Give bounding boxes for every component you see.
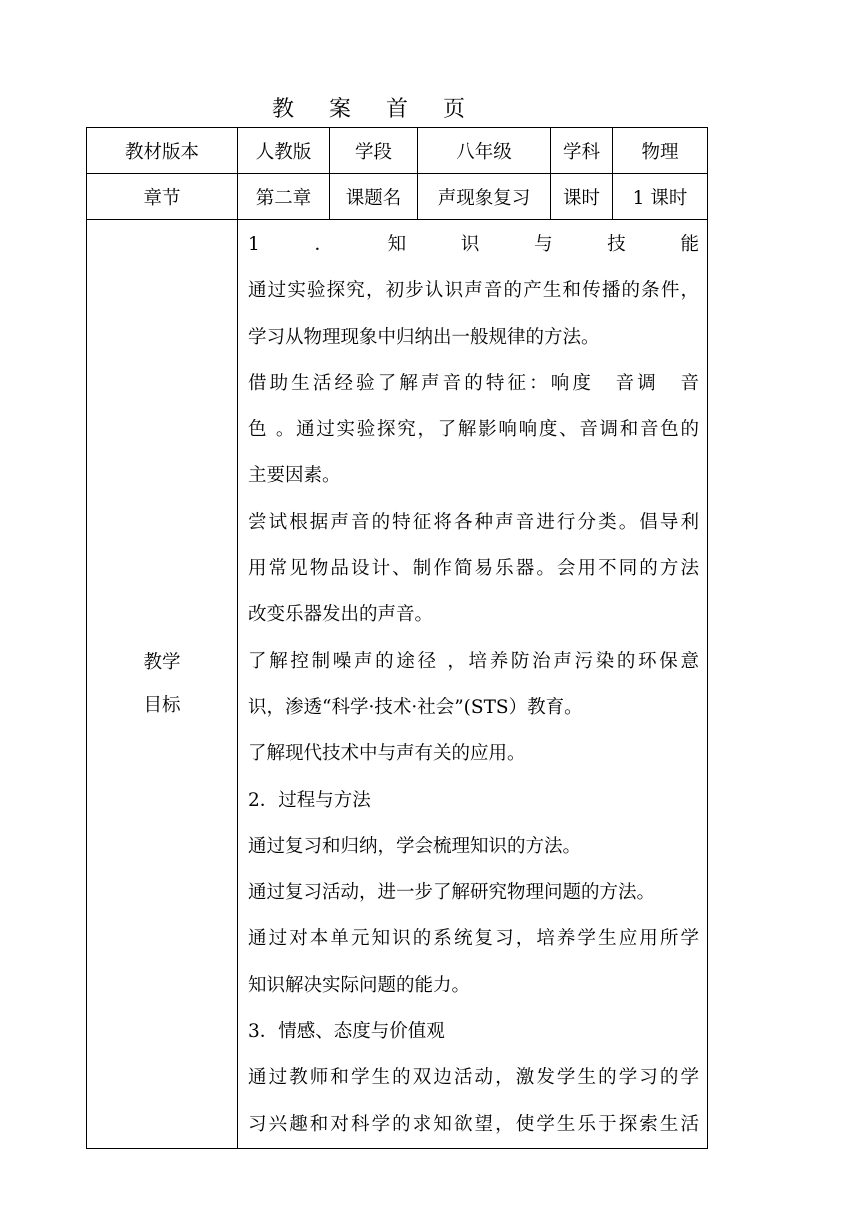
objective-line: 习兴趣和对科学的求知欲望，使学生乐于探索生活 bbox=[248, 1113, 699, 1135]
objectives-label-line-1: 教学 bbox=[143, 651, 181, 673]
topic-value: 声现象复习 bbox=[418, 174, 551, 220]
objective-line: 学习从物理现象中归纳出一般规律的方法。 bbox=[248, 326, 600, 348]
objective-line: 通过复习活动，进一步了解研究物理问题的方法。 bbox=[248, 882, 656, 904]
subject-label: 学科 bbox=[551, 128, 613, 174]
chapter-label: 章节 bbox=[87, 174, 238, 220]
objective-line: 借助生活经验了解声音的特征：响度 音调 音 bbox=[248, 372, 699, 394]
stage-label: 学段 bbox=[330, 128, 418, 174]
objective-line: 尝试根据声音的特征将各种声音进行分类。倡导利 bbox=[248, 511, 699, 533]
objective-line: 通过对本单元知识的系统复习，培养学生应用所学 bbox=[248, 928, 699, 950]
objective-line: 色 。通过实验探究，了解影响响度、音调和音色的 bbox=[248, 419, 699, 441]
objective-line: 通过实验探究，初步认识声音的产生和传播的条件， bbox=[248, 280, 699, 302]
objective-line: 通过复习和归纳，学会梳理知识的方法。 bbox=[248, 835, 582, 857]
objective-line: 知识解决实际问题的能力。 bbox=[248, 974, 471, 996]
edition-label: 教材版本 bbox=[87, 128, 238, 174]
objectives-label-line-2: 目标 bbox=[143, 694, 181, 716]
objective-line: 通过教师和学生的双边活动，激发学生的学习的学 bbox=[248, 1067, 699, 1089]
objective-line: 3．情感、态度与价值观 bbox=[248, 1021, 445, 1043]
header-row-2 bbox=[87, 174, 708, 220]
objectives-label bbox=[87, 220, 238, 1149]
chapter-value: 第二章 bbox=[238, 174, 330, 220]
hours-label: 课时 bbox=[551, 174, 613, 220]
stage-value: 八年级 bbox=[418, 128, 551, 174]
objective-line: 用常见物品设计、制作简易乐器。会用不同的方法 bbox=[248, 558, 699, 580]
objective-line: 了解控制噪声的途径 ，培养防治声污染的环保意 bbox=[248, 650, 699, 672]
objective-line: 识，渗透“科学·技术·社会”(STS）教育。 bbox=[248, 696, 583, 718]
lesson-plan-table bbox=[86, 127, 708, 1149]
objectives-content bbox=[238, 220, 708, 1149]
objective-line: 主要因素。 bbox=[248, 465, 341, 487]
topic-label: 课题名 bbox=[330, 174, 418, 220]
objective-line: 改变乐器发出的声音。 bbox=[248, 604, 434, 626]
objective-line: 了解现代技术中与声有关的应用。 bbox=[248, 743, 526, 765]
hours-value: 1 课时 bbox=[613, 174, 708, 220]
subject-value: 物理 bbox=[613, 128, 708, 174]
objective-line: 2．过程与方法 bbox=[248, 789, 371, 811]
objectives-row bbox=[87, 220, 708, 1149]
header-row-1 bbox=[87, 128, 708, 174]
page-title: 教 案 首 页 bbox=[272, 97, 479, 122]
edition-value: 人教版 bbox=[238, 128, 330, 174]
objective-line: 1．知识与技能 bbox=[248, 234, 699, 255]
